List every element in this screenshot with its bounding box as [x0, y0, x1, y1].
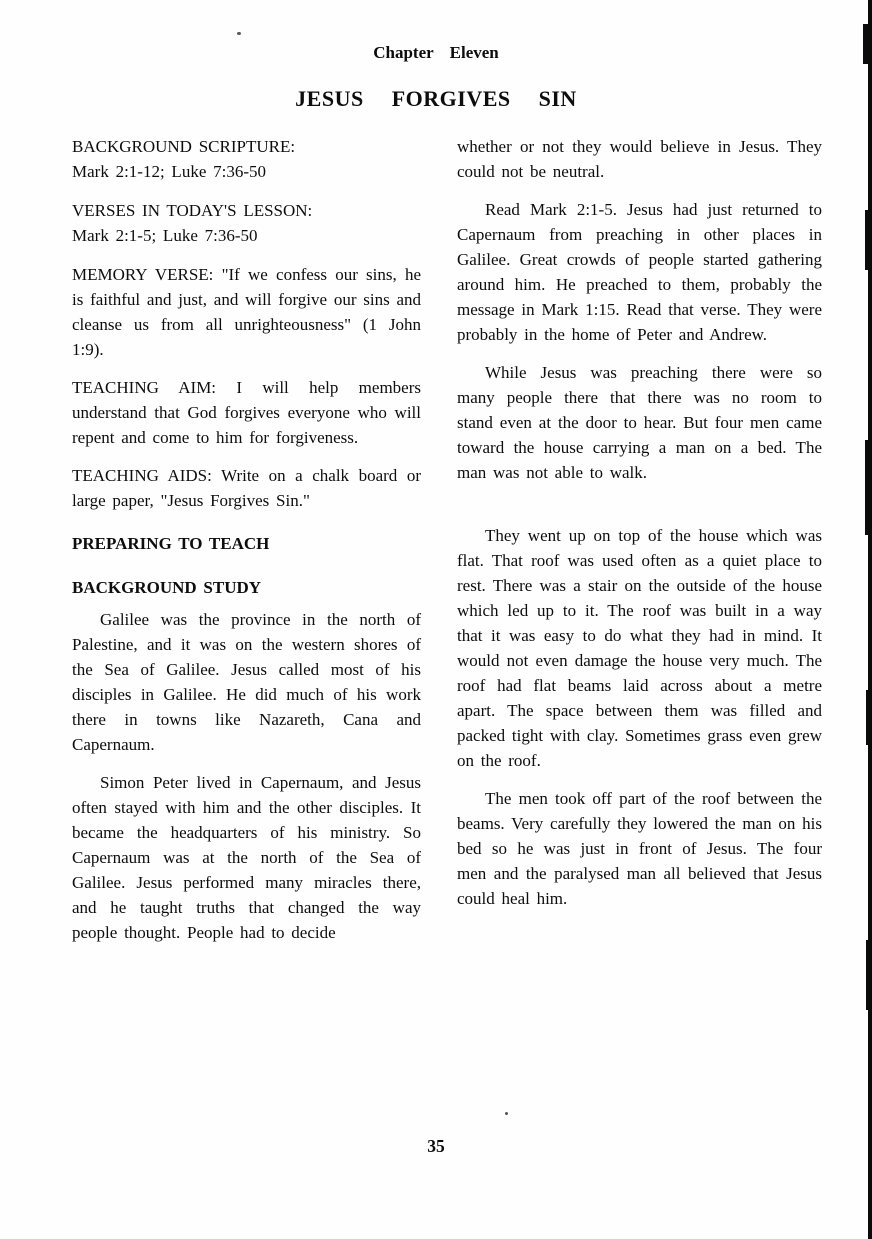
paragraph-while-jesus: While Jesus was preaching there were so many people there that there was no room to stand even at the door to hear. But four men came toward the house carrying a man on a bed. The man was not able to walk. — [457, 363, 822, 482]
scan-edge-artifact — [865, 440, 872, 535]
scan-edge-artifact — [868, 0, 872, 1239]
right-column — [457, 134, 822, 958]
paragraph-roof: They went up on top of the house which was flat. That roof was used often as a quiet place to rest. There was a stair on the outside of the house which led up to it. The roof was built in a way that it was easy to do what they had in mind. It would not even damage the house very much. The roof had flat beams laid across about a metre apart. The space between them was filled and packed tight with clay. Sometimes grass even grew on the roof. — [457, 526, 822, 770]
paragraph-read-mark: Read Mark 2:1-5. Jesus had just returned to Capernaum from preaching in other places in Galilee. Great crowds of people started gathering around him. He preached to them, probably the message in Mark 1:15. Read that verse. They were probably in the home of Peter and Andrew. — [457, 200, 822, 344]
background-scripture-refs: Mark 2:1-12; Luke 7:36-50 — [72, 162, 266, 181]
scan-edge-artifact — [863, 24, 872, 64]
paragraph-simon-peter: Simon Peter lived in Capernaum, and Jesus often stayed with him and the other disciples. It became the headquarters of his ministry. So Capernaum was at the north of the Sea of Galilee. Jesus performed many miracles there, and he taught truths that changed the way people thought. People had to decide — [72, 773, 421, 942]
chapter-header: Chapter Eleven — [373, 43, 499, 62]
heading-preparing-to-teach: PREPARING TO TEACH — [72, 534, 270, 553]
two-column-text — [72, 134, 822, 958]
scan-edge-artifact — [866, 690, 872, 745]
left-column — [72, 134, 421, 958]
paragraph-galilee: Galilee was the province in the north of Palestine, and it was on the western shores of the Sea of Galilee. Jesus called most of his disciples in Galilee. He did much of his work there in towns like Nazareth, Cana and Capernaum. — [72, 610, 421, 754]
memory-verse-paragraph: MEMORY VERSE: "If we confess our sins, he is faithful and just, and will forgive our sins and cleanse us from all unrighteousness" (1 John 1:9). — [72, 265, 421, 359]
page-number: 35 — [427, 1136, 445, 1156]
paragraph-men-took-roof: The men took off part of the roof between the beams. Very carefully they lowered the man on his bed so he was just in front of Jesus. The four men and the paralysed man all believed that Jesus could heal him. — [457, 789, 822, 908]
teaching-aim-paragraph: TEACHING AIM: I will help members understand that God forgives everyone who will repent and come to him for forgiveness. — [72, 378, 421, 447]
scan-speck — [237, 32, 241, 35]
verses-label: VERSES IN TODAY'S LESSON: — [72, 201, 313, 220]
paragraph-whether: whether or not they would believe in Jesus. They could not be neutral. — [457, 137, 822, 181]
verses-refs: Mark 2:1-5; Luke 7:36-50 — [72, 226, 258, 245]
page-title: JESUS FORGIVES SIN — [295, 86, 577, 111]
teaching-aids-paragraph: TEACHING AIDS: Write on a chalk board or large paper, "Jesus Forgives Sin." — [72, 466, 421, 510]
heading-background-study: BACKGROUND STUDY — [72, 578, 262, 597]
scan-edge-artifact — [865, 210, 872, 270]
scan-edge-artifact — [866, 940, 872, 1010]
scan-speck — [505, 1112, 508, 1115]
background-scripture-label: BACKGROUND SCRIPTURE: — [72, 137, 296, 156]
